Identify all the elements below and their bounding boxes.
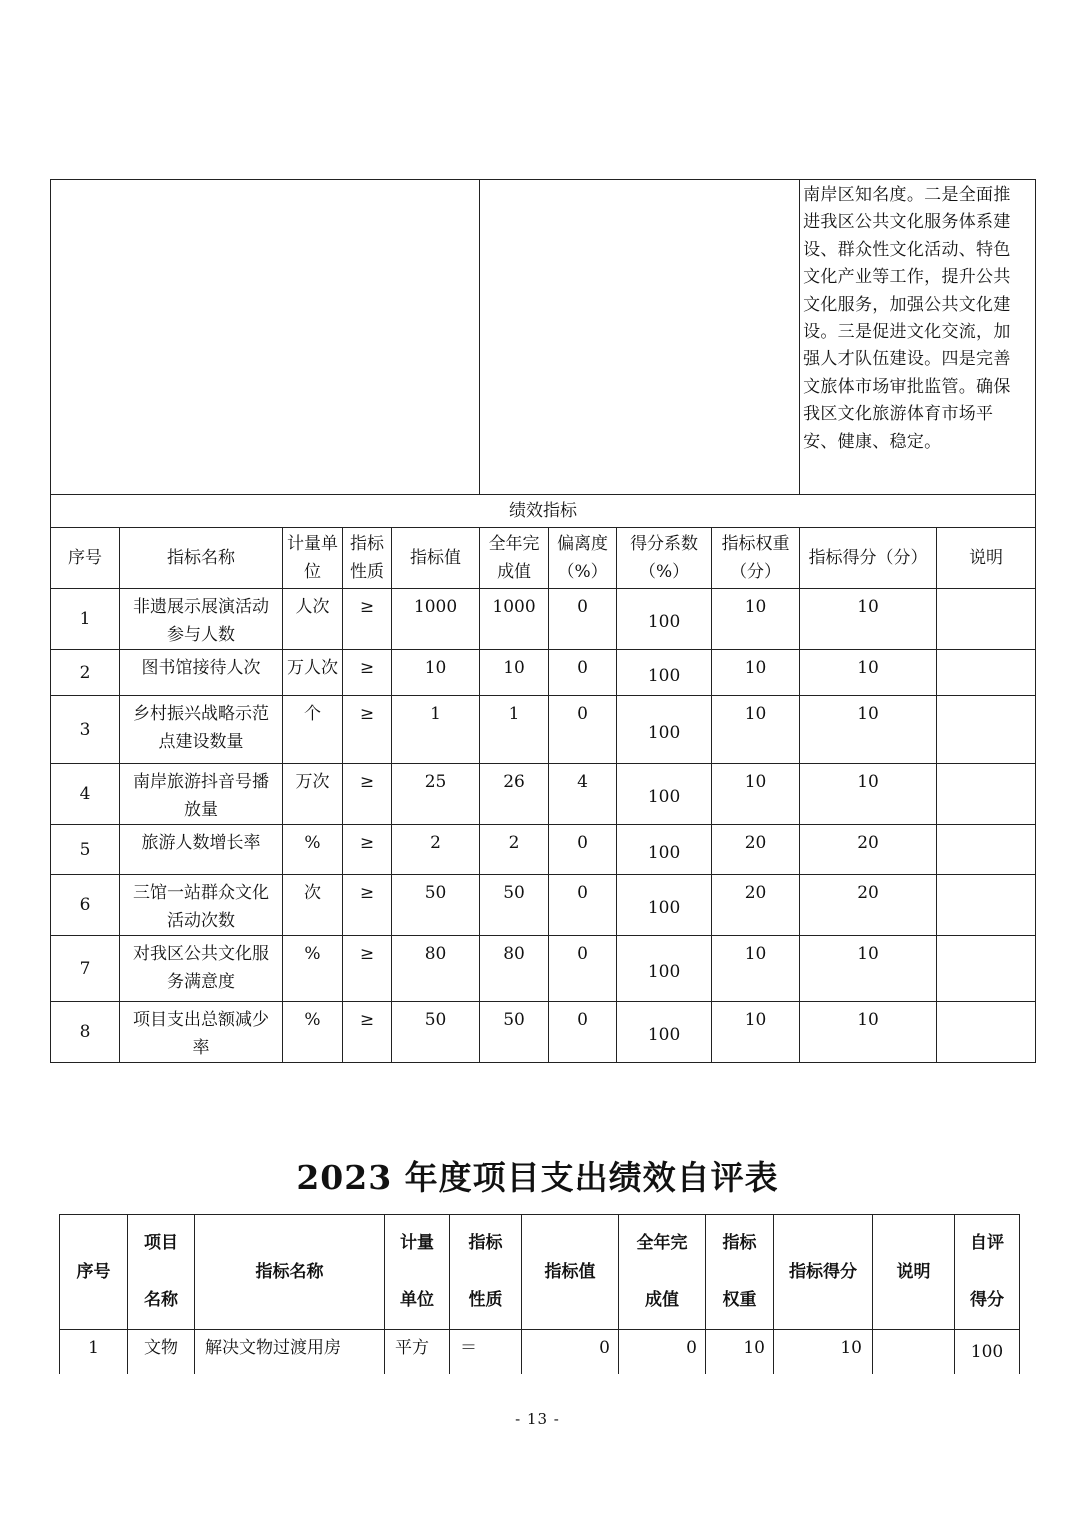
- description-line: 设、群众性文化活动、特色: [803, 239, 1011, 260]
- header-text: 得分: [970, 1290, 1004, 1310]
- table-row: [51, 650, 1036, 696]
- page-number: - 13 -: [515, 1410, 560, 1428]
- cell-deviation: 4: [549, 764, 617, 825]
- cell-coefficient: 100: [617, 650, 712, 696]
- cell-value: 10: [392, 650, 480, 696]
- header-text: （%）: [557, 562, 608, 582]
- header-value: 指标值: [522, 1215, 619, 1330]
- cell-score: 10: [800, 650, 937, 696]
- cell-value: 1: [392, 696, 480, 764]
- header-text: （%）: [638, 562, 690, 582]
- cell-name: [120, 650, 283, 696]
- table-row: [51, 589, 1036, 650]
- header-note: 说明: [937, 528, 1036, 589]
- table-row: [51, 764, 1036, 825]
- description-line: 文化服务，加强公共文化建: [803, 294, 1011, 315]
- header-score: 指标得分（分）: [800, 528, 937, 589]
- header-done: [480, 528, 549, 589]
- cell-note: [937, 696, 1036, 764]
- cell-name: [120, 1002, 283, 1063]
- cell-weight: 10: [706, 1330, 774, 1375]
- cell-value: 50: [392, 875, 480, 936]
- header-value: 指标值: [392, 528, 480, 589]
- page-title: 2023 年度项目支出绩效自评表: [296, 1158, 779, 1197]
- header-name: 指标名称: [195, 1215, 385, 1330]
- cell-note: [937, 875, 1036, 936]
- header-text: 全年完: [636, 1233, 688, 1253]
- description-line: 南岸区知名度。二是全面推: [803, 185, 1011, 205]
- table-row: [51, 696, 1036, 764]
- header-weight: [706, 1215, 774, 1330]
- indicator-name-line: 三馆一站群众文化: [133, 883, 269, 903]
- table-row: [51, 936, 1036, 1002]
- cell-deviation: 0: [549, 936, 617, 1002]
- cell-unit: %: [283, 936, 343, 1002]
- cell-note: [937, 589, 1036, 650]
- header-text: 计量单: [287, 534, 338, 554]
- header-nature: [450, 1215, 522, 1330]
- indicator-name-line: 项目支出总额减少: [133, 1010, 269, 1030]
- cell-seq: 1: [60, 1330, 128, 1375]
- header-text: 全年完: [488, 534, 540, 554]
- cell-nature: ≥: [343, 589, 392, 650]
- cell-deviation: 0: [549, 825, 617, 875]
- cell-nature: ≥: [343, 696, 392, 764]
- cell-seq: 8: [51, 1002, 120, 1063]
- description-line: 设。三是促进文化交流，加: [803, 322, 1011, 343]
- header-seq: 序号: [60, 1215, 128, 1330]
- header-text: （分）: [730, 562, 782, 582]
- header-row: [60, 1215, 1020, 1330]
- cell-coefficient: 100: [617, 1002, 712, 1063]
- cell-unit: 人次: [283, 589, 343, 650]
- header-text: 位: [304, 562, 321, 582]
- header-text: 项目: [144, 1233, 178, 1253]
- cell-weight: 10: [712, 764, 800, 825]
- cell-seq: 3: [51, 696, 120, 764]
- cell-weight: 10: [712, 589, 800, 650]
- header-deviation: [549, 528, 617, 589]
- header-text: 性质: [468, 1290, 503, 1310]
- cell-note: [873, 1330, 955, 1375]
- table-row: [51, 1002, 1036, 1063]
- cell-done: 1: [480, 696, 549, 764]
- cell-deviation: 0: [549, 589, 617, 650]
- description-line: 文化产业等工作，提升公共: [803, 267, 1011, 288]
- cell-unit: 个: [283, 696, 343, 764]
- description-line: 我区文化旅游体育市场平: [803, 404, 994, 425]
- cell-score: 10: [774, 1330, 873, 1375]
- table-row: [51, 825, 1036, 875]
- indicator-name-line: 活动次数: [167, 911, 235, 931]
- cell-seq: 4: [51, 764, 120, 825]
- cell-unit: %: [283, 825, 343, 875]
- cell-name: [120, 696, 283, 764]
- table-row: [51, 875, 1036, 936]
- cell-name: 解决文物过渡用房: [195, 1330, 385, 1375]
- cell-nature: ≥: [343, 875, 392, 936]
- header-score: 指标得分: [774, 1215, 873, 1330]
- cell-done: 26: [480, 764, 549, 825]
- cell-score: 20: [800, 875, 937, 936]
- header-text: 计量: [400, 1233, 434, 1253]
- cell-nature: ≥: [343, 936, 392, 1002]
- cell-coefficient: 100: [617, 696, 712, 764]
- header-text: 指标: [350, 534, 384, 554]
- indicator-name-line: 旅游人数增长率: [141, 833, 261, 853]
- cell-seq: 7: [51, 936, 120, 1002]
- header-text: 成值: [497, 562, 532, 582]
- cell-weight: 10: [712, 1002, 800, 1063]
- header-nature: [343, 528, 392, 589]
- cell-value: 0: [522, 1330, 619, 1375]
- header-coefficient: [617, 528, 712, 589]
- cell-value: 50: [392, 1002, 480, 1063]
- cell-score: 10: [800, 764, 937, 825]
- description-line: 文旅体市场审批监管。确保: [803, 376, 1011, 397]
- cell-nature: ≥: [343, 825, 392, 875]
- description-row: [51, 180, 1036, 495]
- cell-deviation: 0: [549, 1002, 617, 1063]
- cell-unit: %: [283, 1002, 343, 1063]
- cell-coefficient: 100: [617, 589, 712, 650]
- cell-weight: 10: [712, 650, 800, 696]
- cell-unit: 次: [283, 875, 343, 936]
- cell-weight: 10: [712, 936, 800, 1002]
- header-text: 指标: [722, 1233, 757, 1253]
- cell-note: [937, 764, 1036, 825]
- indicator-name-line: 率: [192, 1038, 210, 1058]
- cell-name: [120, 589, 283, 650]
- cell-note: [937, 825, 1036, 875]
- header-text: 性质: [350, 562, 384, 582]
- cell-done: 80: [480, 936, 549, 1002]
- header-text: 指标: [468, 1233, 503, 1253]
- cell-seq: 2: [51, 650, 120, 696]
- cell-deviation: 0: [549, 650, 617, 696]
- cell-weight: 20: [712, 875, 800, 936]
- cell-name: [120, 764, 283, 825]
- cell-note: [937, 1002, 1036, 1063]
- cell-name: [120, 875, 283, 936]
- indicator-name-line: 放量: [184, 800, 218, 820]
- cell-seq: 6: [51, 875, 120, 936]
- cell-score: 20: [800, 825, 937, 875]
- header-seq: 序号: [51, 528, 120, 589]
- table-row: [60, 1330, 1020, 1375]
- cell-score: 10: [800, 936, 937, 1002]
- indicator-name-line: 点建设数量: [158, 732, 244, 752]
- cell-value: 80: [392, 936, 480, 1002]
- cell-unit: 万人次: [283, 650, 343, 696]
- cell-note: [937, 936, 1036, 1002]
- cell-done: 50: [480, 875, 549, 936]
- cell-coefficient: 100: [617, 764, 712, 825]
- header-name: 指标名称: [120, 528, 283, 589]
- header-text: 成值: [645, 1290, 679, 1310]
- cell-name: [120, 825, 283, 875]
- cell-deviation: 0: [549, 875, 617, 936]
- indicator-name-line: 非遗展示展演活动: [133, 597, 269, 617]
- cell-score: 10: [800, 696, 937, 764]
- empty-cell: [51, 180, 480, 495]
- header-text: 自评: [970, 1233, 1004, 1253]
- description-line: 安、健康、稳定。: [803, 431, 942, 452]
- header-weight: [712, 528, 800, 589]
- header-text: 名称: [144, 1290, 178, 1310]
- cell-score: 10: [800, 1002, 937, 1063]
- section-row: [51, 495, 1036, 528]
- indicator-name-line: 务满意度: [167, 972, 235, 992]
- cell-weight: 20: [712, 825, 800, 875]
- cell-project: 文物: [128, 1330, 195, 1375]
- description-line: 强人才队伍建设。四是完善: [803, 349, 1011, 370]
- cell-nature: ＝: [450, 1330, 522, 1375]
- cell-done: 10: [480, 650, 549, 696]
- indicator-name-line: 图书馆接待人次: [141, 658, 261, 678]
- indicator-name-line: 对我区公共文化服: [133, 944, 269, 964]
- cell-done: 50: [480, 1002, 549, 1063]
- cell-seq: 1: [51, 589, 120, 650]
- cell-self-score: 100: [955, 1330, 1020, 1375]
- cell-nature: ≥: [343, 1002, 392, 1063]
- header-project: [128, 1215, 195, 1330]
- cell-done: 1000: [480, 589, 549, 650]
- cell-value: 1000: [392, 589, 480, 650]
- description-line: 进我区公共文化服务体系建: [803, 212, 1011, 233]
- cell-seq: 5: [51, 825, 120, 875]
- cell-nature: ≥: [343, 764, 392, 825]
- header-text: 偏离度: [557, 534, 609, 554]
- header-text: 单位: [400, 1290, 434, 1310]
- section-title: 绩效指标: [51, 495, 1036, 528]
- header-text: 权重: [722, 1290, 757, 1310]
- header-text: 指标权重: [721, 534, 790, 554]
- header-done: [619, 1215, 706, 1330]
- header-text: 得分系数: [630, 534, 699, 554]
- cell-deviation: 0: [549, 696, 617, 764]
- cell-value: 2: [392, 825, 480, 875]
- cell-value: 25: [392, 764, 480, 825]
- cell-score: 10: [800, 589, 937, 650]
- cell-note: [937, 650, 1036, 696]
- cell-coefficient: 100: [617, 825, 712, 875]
- empty-cell: [480, 180, 800, 495]
- description-cell: [800, 180, 1036, 495]
- cell-unit: 平方: [385, 1330, 450, 1375]
- header-unit: [283, 528, 343, 589]
- self-evaluation-table: [59, 1214, 1020, 1374]
- cell-done: 0: [619, 1330, 706, 1375]
- cell-name: [120, 936, 283, 1002]
- cell-weight: 10: [712, 696, 800, 764]
- cell-done: 2: [480, 825, 549, 875]
- performance-indicator-table: [50, 179, 1036, 1063]
- header-unit: [385, 1215, 450, 1330]
- header-note: 说明: [873, 1215, 955, 1330]
- header-row: [51, 528, 1036, 589]
- cell-nature: ≥: [343, 650, 392, 696]
- indicator-name-line: 南岸旅游抖音号播: [133, 772, 269, 792]
- cell-unit: 万次: [283, 764, 343, 825]
- header-self-score: [955, 1215, 1020, 1330]
- indicator-name-line: 乡村振兴战略示范: [133, 704, 269, 724]
- cell-coefficient: 100: [617, 936, 712, 1002]
- indicator-name-line: 参与人数: [167, 625, 235, 645]
- cell-coefficient: 100: [617, 875, 712, 936]
